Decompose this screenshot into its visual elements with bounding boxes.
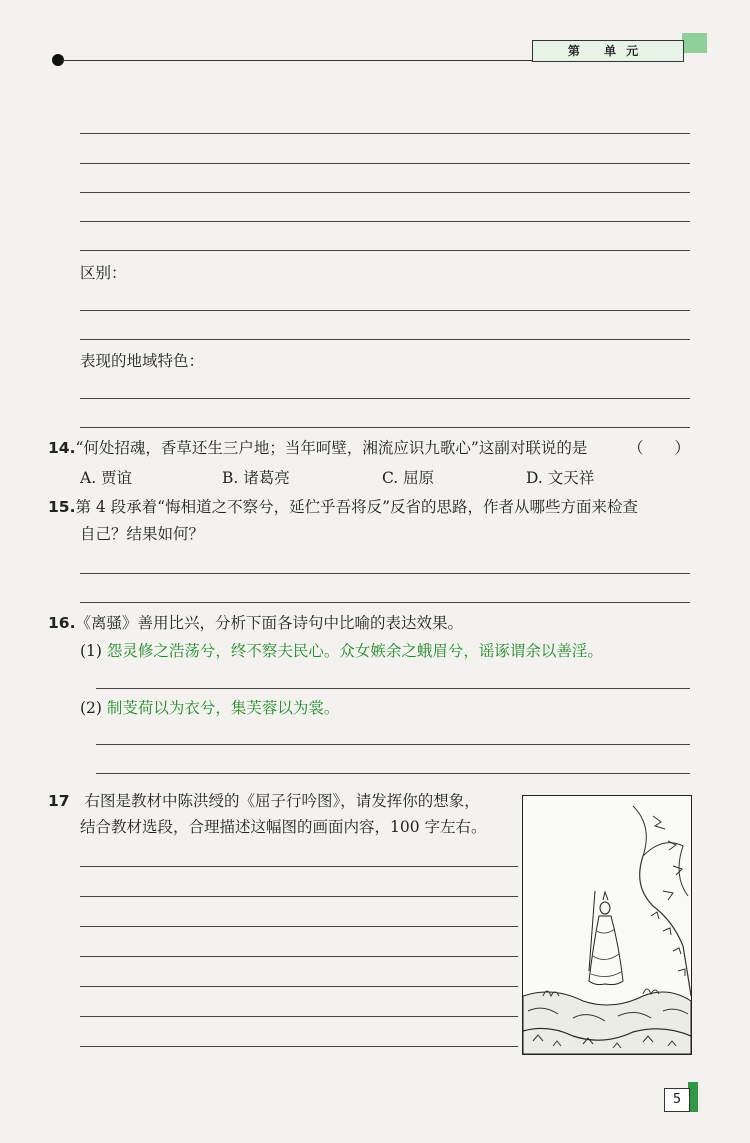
- answer-line: [80, 602, 690, 603]
- answer-line: [80, 866, 518, 867]
- painting-illustration: [523, 796, 691, 1054]
- question-number: 16.: [48, 614, 76, 632]
- answer-line: [80, 427, 690, 428]
- question-number: 15.: [48, 498, 76, 516]
- answer-line: [80, 1046, 518, 1047]
- page-number: 5: [664, 1088, 690, 1112]
- question-16-item-2: [80, 697, 339, 719]
- question-text: “何处招魂，香草还生三户地；当年呵壁，湘流应识九歌心”这副对联说的是: [75, 439, 588, 457]
- question-17-cont: 结合教材选段，合理描述这幅图的画面内容，100 字左右。: [80, 818, 487, 836]
- item-number: (2): [80, 699, 102, 717]
- question-16-item-1: [80, 640, 603, 662]
- question-text: 第 4 段承着“悔相道之不察兮，延伫乎吾将反”反省的思路，作者从哪些方面来检查: [75, 498, 639, 516]
- answer-line: [80, 926, 518, 927]
- answer-line: [80, 192, 690, 193]
- question-number: 17: [48, 792, 70, 810]
- answer-line: [96, 744, 690, 745]
- option-c: C. 屈原: [382, 469, 435, 487]
- option-a: A. 贾谊: [80, 469, 133, 487]
- option-d: D. 文天祥: [526, 469, 595, 487]
- answer-line: [80, 398, 690, 399]
- question-17: [48, 790, 480, 812]
- question-15-cont: 自己？结果如何？: [80, 525, 205, 543]
- question-text: 《离骚》善用比兴，分析下面各诗句中比喻的表达效果。: [75, 614, 463, 632]
- answer-line: [80, 573, 690, 574]
- answer-line: [80, 896, 518, 897]
- unit-tab-accent: [682, 33, 707, 53]
- question-text: 右图是教材中陈洪绶的《屈子行吟图》，请发挥你的想象，: [84, 792, 480, 810]
- answer-line: [80, 986, 518, 987]
- item-poem: 怨灵修之浩荡兮，终不察夫民心。众女嫉余之蛾眉兮，谣诼谓余以善淫。: [106, 642, 603, 660]
- question-16: [48, 612, 690, 634]
- question-14: [48, 437, 690, 459]
- option-b: B. 诸葛亮: [222, 469, 290, 487]
- answer-line: [80, 133, 690, 134]
- answer-line: [80, 339, 690, 340]
- question-15: [48, 496, 690, 518]
- answer-line: [80, 1016, 518, 1017]
- answer-line: [80, 250, 690, 251]
- qu-yuan-painting: [522, 795, 692, 1055]
- unit-label: 第 单元: [532, 40, 684, 62]
- question-number: 14.: [48, 439, 76, 457]
- difference-label: 区别：: [80, 264, 127, 282]
- answer-paren: （ ）: [627, 439, 690, 457]
- answer-line: [80, 163, 690, 164]
- answer-line: [80, 310, 690, 311]
- item-number: (1): [80, 642, 102, 660]
- answer-line: [96, 773, 690, 774]
- regional-label: 表现的地域特色：: [80, 352, 205, 370]
- answer-line: [80, 956, 518, 957]
- answer-line: [80, 221, 690, 222]
- answer-line: [96, 688, 690, 689]
- item-poem: 制芰荷以为衣兮，集芙蓉以为裳。: [106, 699, 340, 717]
